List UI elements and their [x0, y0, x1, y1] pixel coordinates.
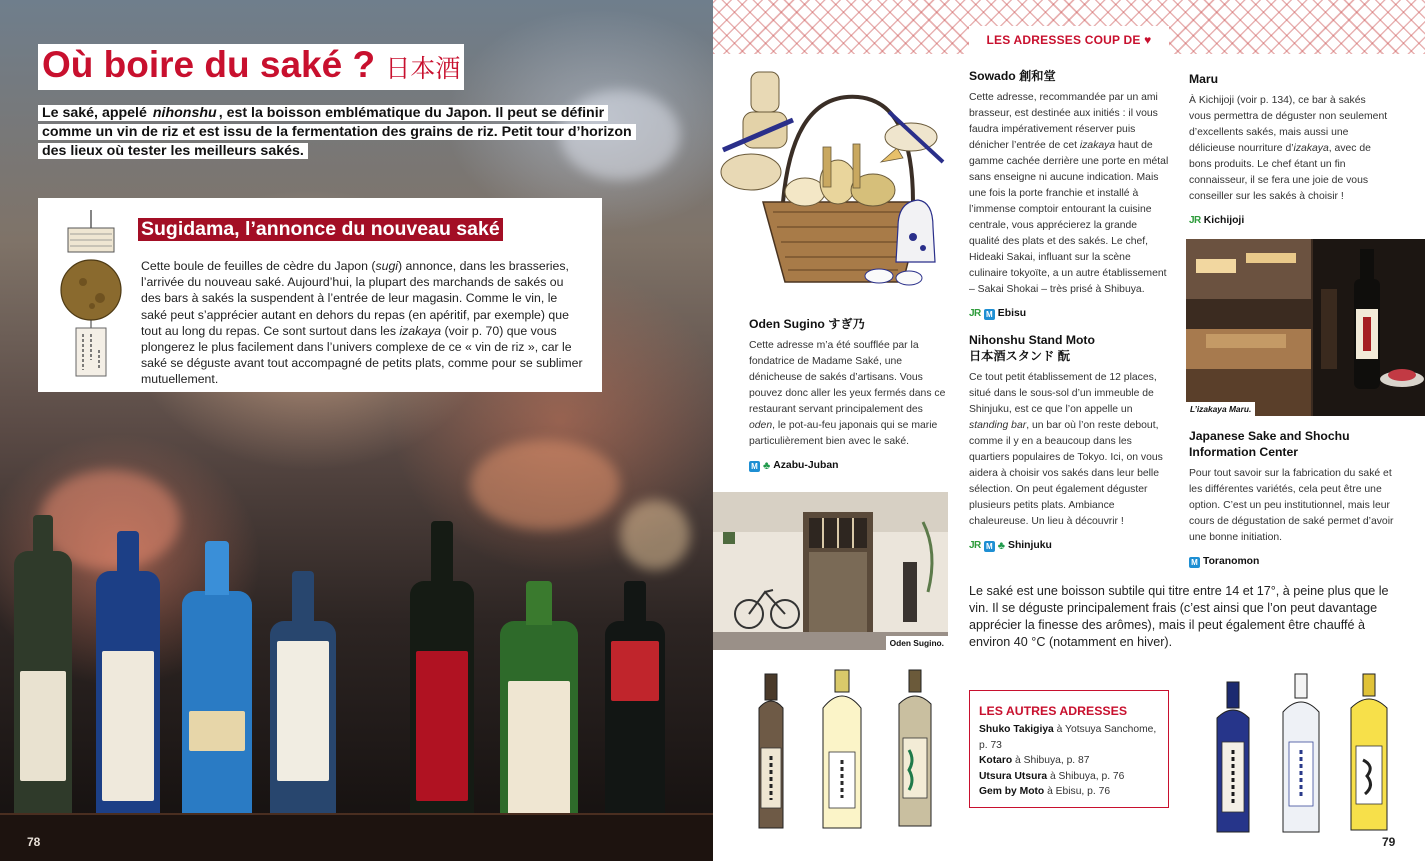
other-address-location: à Yotsuya Sanchome, p. 73	[979, 724, 1157, 751]
sugidama-text	[141, 258, 586, 388]
page-title-japanese: 日本酒	[385, 55, 461, 83]
sake-bottle	[14, 551, 72, 821]
venue-sowado	[969, 68, 1169, 322]
sugidama-text-part: ) annonce, dans les brasseries, l’arrivée du nouveau saké. Aujourd’hui, la plupart des marchands de sakés ou des bars à sakés la suspendent à l’entrée de leur magasin. Comme le vin, le saké peut s’apprécier autant en dehors du repas (en apéritif, par exemple) que tout au long du repas. Ce sont surtout dans les	[141, 259, 569, 338]
venue-title-line: 日本酒スタンド 酛	[969, 349, 1070, 363]
jr-icon: JR	[969, 308, 981, 319]
venue-text-part: À Kichijoji (voir p. 134), ce bar à sakés vous permettra de déguster non seulement d’excellents sakés, mais aussi une délicieuse nourriture d’	[1189, 95, 1388, 154]
bokeh-light	[620, 500, 690, 570]
section-banner	[969, 26, 1169, 54]
heart-icon: ♥	[1144, 33, 1152, 47]
sugidama-illustration	[50, 210, 132, 380]
sake-bottles-illustration-left	[749, 668, 949, 838]
venue-description: Pour tout savoir sur la fabrication du saké et les différentes variétés, cela peut être une option. C’est un peu institutionnel, mais leur cours de dégustation de saké permet d’avoir une bonne initiation.	[1189, 468, 1394, 543]
venue-text-part: haut de gamme cachée derrière une porte en métal sans enseigne ni aucune indication. Mais une fois la porte franchie et installé à l’immense comptoir entourant la cuisine centrale, vous apprécierez la grande qualité des plats et des sakés. Le chef, Hideaki Sakai, influant sur la scène culinaire tokyoïte, a un autre établissement – Sakai Shokai – très prisé à Shibuya.	[969, 140, 1169, 295]
venue-text-part: Cette adresse m’a été soufflée par la fondatrice de Madame Saké, une dénicheuse de sakés d’artisans. Vous pouvez donc aller les yeux fermés dans ce restaurant servant principalement des	[749, 340, 946, 415]
banner-label: LES ADRESSES COUP DE	[986, 33, 1141, 47]
venue-text-part: Ce tout petit établissement de 12 places, situé dans le sous-sol d’un immeuble de Shinjuku, est ce que l’on appelle un	[969, 372, 1157, 415]
metro-icon: M	[984, 541, 995, 552]
venue-emphasis: oden	[749, 420, 773, 431]
venue-description	[749, 338, 949, 450]
intro-text-2: , est la boisson emblématique du Japon. Il peut se définir comme un vin de riz et est issu de la fermentation des grains de riz. Petit tour d’horizon des lieux où tester les meilleurs sakés.	[42, 105, 632, 159]
other-address-location: à Shibuya, p. 87	[1012, 755, 1090, 766]
station-line	[1189, 554, 1394, 570]
sake-bottle	[410, 581, 474, 821]
station-name: Shinjuku	[1008, 540, 1052, 551]
other-addresses-title: LES AUTRES ADRESSES	[979, 704, 1128, 718]
sugidama-emphasis: izakaya	[399, 323, 442, 338]
right-page	[713, 0, 1425, 861]
bar-counter	[0, 813, 713, 861]
other-address-item	[979, 769, 1159, 785]
venue-title: Maru	[1189, 72, 1219, 86]
intro-text-1: Le saké, appelé	[42, 105, 151, 121]
venue-text-part: Cette adresse, recommandée par un ami brasseur, est destinée aux initiés : il vous faudra impérativement réserver puis dénicher l’entrée de cet	[969, 92, 1158, 151]
venue-title	[969, 332, 1169, 364]
intro-paragraph	[38, 104, 638, 161]
other-address-location: à Shibuya, p. 76	[1047, 770, 1125, 782]
venue-oden-sugino	[749, 316, 949, 474]
venue-emphasis: standing bar	[969, 420, 1027, 431]
other-address-name: Shuko Takigiya	[979, 724, 1054, 735]
station-line	[969, 306, 1169, 322]
sugidama-text-part: Cette boule de feuilles de cèdre du Japon (	[141, 259, 376, 273]
other-address-name: Utsura Utsura	[979, 770, 1048, 782]
venue-japanese-sake-shochu-center	[1189, 428, 1394, 570]
venue-text-part: , avec de bons produits. Le chef étant un fin connaisseur, il se fera une joie de vous conseiller sur les sakés à choisir !	[1189, 143, 1371, 202]
venue-description	[969, 370, 1169, 530]
station-name: Kichijoji	[1203, 215, 1245, 226]
photo-caption: Oden Sugino.	[886, 636, 948, 650]
sugidama-emphasis: sugi	[375, 259, 399, 273]
venue-description	[969, 90, 1169, 298]
sugidama-title: Sugidama, l’annonce du nouveau saké	[138, 218, 503, 241]
venue-maru	[1189, 71, 1389, 229]
venue-text-part: , le pot-au-feu japonais qui se marie particulièrement bien avec le saké.	[749, 420, 938, 447]
other-address-item	[979, 784, 1159, 800]
sugidama-text-part: (voir p. 70) que vous plongerez le plus facilement dans l’univers complexe de ce « vin de riz », car le saké se déguste avant tout accompagné de petits plats, comme pour se sublimer mutuellement.	[141, 323, 583, 387]
sake-bottles-illustration-right	[1193, 672, 1403, 842]
toei-tree-icon: ♣	[763, 460, 771, 472]
metro-icon: M	[749, 461, 760, 472]
venue-title-line: Nihonshu Stand Moto	[969, 333, 1095, 347]
photo-caption: L’izakaya Maru.	[1186, 402, 1255, 416]
venue-emphasis: izakaya	[1079, 140, 1116, 151]
venue-description	[1189, 93, 1389, 205]
sake-bottle	[182, 591, 252, 821]
maru-photo	[1186, 239, 1425, 416]
other-addresses-box	[969, 690, 1169, 808]
sake-bottle	[270, 621, 336, 821]
venue-title: Oden Sugino すぎ乃	[749, 317, 865, 331]
other-address-item	[979, 753, 1159, 769]
storefront-illustration	[713, 492, 948, 650]
metro-icon: M	[1189, 557, 1200, 568]
sake-bottle	[500, 621, 578, 821]
page-title-text: Où boire du saké ?	[42, 44, 376, 85]
other-address-location: à Ebisu, p. 76	[1044, 786, 1111, 797]
oden-basket-illustration	[713, 52, 948, 302]
jr-icon: JR	[969, 540, 981, 551]
other-address-name: Kotaro	[979, 755, 1013, 766]
station-line	[969, 538, 1169, 554]
page-title	[38, 44, 464, 90]
other-address-name: Gem by Moto	[979, 786, 1045, 797]
sugidama-box	[38, 198, 602, 392]
intro-emphasis: nihonshu	[152, 105, 217, 121]
toei-tree-icon: ♣	[997, 540, 1006, 552]
station-line	[749, 458, 949, 474]
station-name: Azabu-Juban	[773, 460, 839, 471]
bokeh-light	[470, 440, 620, 530]
jr-icon: JR	[1189, 215, 1201, 226]
sake-info-paragraph: Le saké est une boisson subtile qui titre entre 14 et 17°, à peine plus que le vin. Il se déguste principalement frais (c’est ainsi que l’on peut davantage apprécier la finesse des arômes), mais il peut également être chauffé à environ 40 °C (notamment en hiver).	[969, 584, 1389, 649]
page-number-right: 79	[1382, 835, 1396, 849]
station-line	[1189, 213, 1389, 229]
sake-bottle	[96, 571, 160, 821]
venue-title: Japanese Sake and Shochu Information Center	[1189, 429, 1350, 459]
other-address-item	[979, 722, 1159, 753]
page-number-left: 78	[27, 835, 41, 849]
station-name: Toranomon	[1203, 556, 1260, 567]
venue-emphasis: izakaya	[1293, 143, 1329, 154]
venue-title: Sowado 創和堂	[969, 69, 1056, 83]
venue-text-part: , un bar où l’on reste debout, comme il y en a beaucoup dans les quartiers populaires de Tokyo. Ici, on vous aidera à choisir vos sakés dans leur belle sélection. On peut également déguster plusieurs petits plats. Ambiance chaleureuse. Un lieu à découvrir !	[969, 420, 1163, 527]
page-title-wrap	[38, 44, 464, 90]
sake-bottle	[605, 621, 665, 821]
station-name: Ebisu	[997, 308, 1027, 319]
venue-nihonshu-stand-moto	[969, 332, 1169, 554]
izakaya-interior-illustration	[1186, 239, 1425, 416]
metro-icon: M	[984, 309, 995, 320]
oden-sugino-photo	[713, 492, 948, 650]
